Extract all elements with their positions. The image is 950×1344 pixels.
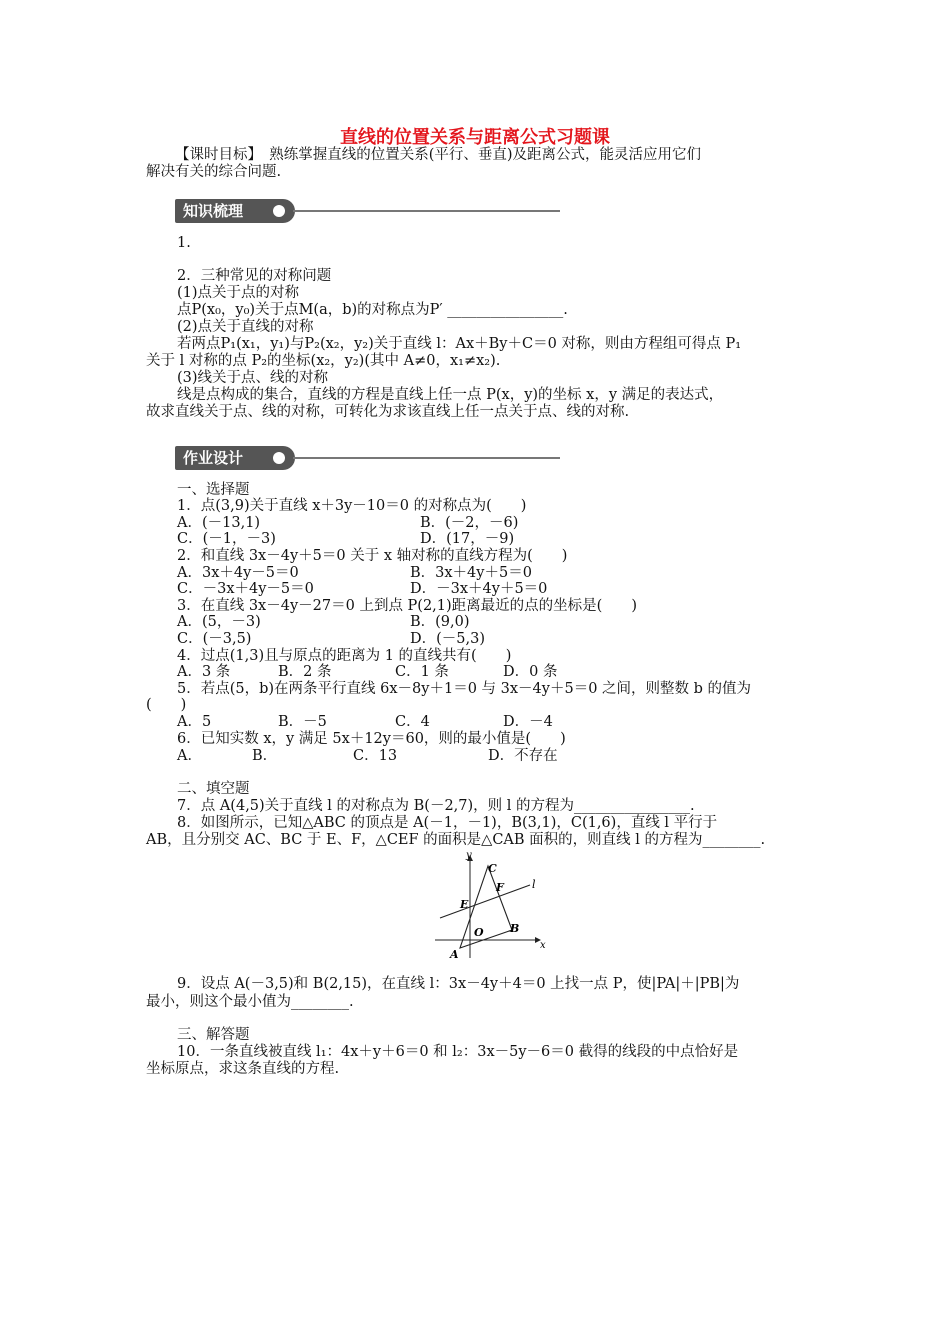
question: 1．点(3,9)关于直线 x＋3y－10＝0 的对称点为( ) bbox=[177, 498, 527, 514]
question: 6．已知实数 x，y 满足 5x＋12y＝60，则的最小值是( ) bbox=[177, 731, 566, 747]
question: 3．在直线 3x－4y－27＝0 上到点 P(2,1)距离最近的点的坐标是( ) bbox=[177, 598, 637, 614]
option: D．－3x＋4y＋5＝0 bbox=[410, 581, 548, 597]
section-heading: 二、填空题 bbox=[177, 781, 250, 797]
option: D．－4 bbox=[503, 714, 553, 730]
option: B．2 条 bbox=[278, 664, 332, 680]
banner-dot-icon bbox=[273, 452, 285, 464]
option: D．(17，－9) bbox=[420, 531, 515, 547]
option: A．3 条 bbox=[177, 664, 231, 680]
fig-label: y bbox=[466, 850, 472, 861]
option: B．(9,0) bbox=[410, 614, 470, 630]
text-line: 若两点P₁(x₁，y₁)与P₂(x₂，y₂)关于直线 l：Ax＋By＋C＝0 对称，则由方程组可得点 P₁ bbox=[177, 336, 742, 352]
question-cont: ( ) bbox=[146, 697, 187, 713]
option: A．3x＋4y－5＝0 bbox=[177, 565, 299, 581]
text-line: 线是点构成的集合，直线的方程是直线上任一点 P(x，y)的坐标 x，y 满足的表达式， bbox=[177, 387, 724, 403]
fig-label: x bbox=[540, 940, 546, 951]
goal-line-1: 【课时目标】 熟练掌握直线的位置关系(平行、垂直)及距离公式，能灵活应用它们 bbox=[175, 147, 702, 163]
question: 10．一条直线被直线 l₁：4x＋y＋6＝0 和 l₂：3x－5y－6＝0 截得的线段的中点恰好是 bbox=[177, 1044, 739, 1060]
banner-rule bbox=[293, 457, 560, 459]
fig-label: F bbox=[496, 881, 504, 894]
text-line: 故求直线关于点、线的对称，可转化为求该直线上任一点关于点、线的对称. bbox=[146, 404, 630, 420]
option: C．4 bbox=[395, 714, 430, 730]
option: B． bbox=[252, 748, 278, 764]
text-line: 2．三种常见的对称问题 bbox=[177, 268, 332, 284]
fig-label: E bbox=[460, 898, 469, 911]
option: D．不存在 bbox=[488, 748, 558, 764]
text-line: 点P(x₀，y₀)关于点M(a，b)的对称点为P′ ________________. bbox=[177, 302, 568, 318]
option: A．5 bbox=[177, 714, 212, 730]
question: 7．点 A(4,5)关于直线 l 的对称点为 B(－2,7)，则 l 的方程为________________. bbox=[177, 798, 695, 814]
option: D．(－5,3) bbox=[410, 631, 485, 647]
text-line: 关于 l 对称的点 P₂的坐标(x₂，y₂)(其中 A≠0，x₁≠x₂). bbox=[146, 353, 501, 369]
option: A．(－13,1) bbox=[177, 515, 261, 531]
section-banner-knowledge bbox=[175, 199, 560, 225]
fig-label: B bbox=[510, 922, 520, 935]
line-l bbox=[440, 885, 530, 918]
section-heading: 一、选择题 bbox=[177, 482, 250, 498]
option: B．(－2，－6) bbox=[420, 515, 519, 531]
fig-label: l bbox=[532, 878, 536, 891]
banner-dot-icon bbox=[273, 205, 285, 217]
banner-label: 知识梳理 bbox=[183, 202, 244, 220]
text-line: 1. bbox=[177, 235, 191, 251]
section-banner-homework bbox=[175, 446, 560, 472]
question: 2．和直线 3x－4y＋5＝0 关于 x 轴对称的直线方程为( ) bbox=[177, 548, 568, 564]
fig-label: O bbox=[474, 926, 484, 939]
question: 5．若点(5，b)在两条平行直线 6x－8y＋1＝0 与 3x－4y＋5＝0 之间，则整数 b 的值为 bbox=[177, 681, 752, 697]
option: D．0 条 bbox=[503, 664, 558, 680]
text-line: (2)点关于直线的对称 bbox=[177, 319, 314, 335]
text-line: (3)线关于点、线的对称 bbox=[177, 370, 329, 386]
option: C．13 bbox=[353, 748, 398, 764]
text-line: (1)点关于点的对称 bbox=[177, 285, 300, 301]
section-heading: 三、解答题 bbox=[177, 1027, 250, 1043]
option: A． bbox=[177, 748, 202, 764]
question: 4．过点(1,3)且与原点的距离为 1 的直线共有( ) bbox=[177, 648, 512, 664]
option: C．(－1，－3) bbox=[177, 531, 276, 547]
fig-label: C bbox=[488, 862, 497, 875]
question: 8．如图所示，已知△ABC 的顶点是 A(－1，－1)，B(3,1)，C(1,6)，直线 l 平行于 bbox=[177, 815, 718, 831]
option: B．－5 bbox=[278, 714, 327, 730]
option: C．1 条 bbox=[395, 664, 449, 680]
fig-label: A bbox=[450, 948, 459, 961]
banner-label: 作业设计 bbox=[183, 449, 244, 467]
question: 9．设点 A(－3,5)和 B(2,15)，在直线 l：3x－4y＋4＝0 上找一点 P，使|PA|＋|PB|为 bbox=[177, 976, 740, 992]
goal-line-2: 解决有关的综合问题. bbox=[146, 164, 282, 180]
question-cont: AB，且分别交 AC、BC 于 E、F，△CEF 的面积是△CAB 面积的，则直线 l 的方程为________. bbox=[146, 832, 766, 848]
banner-rule bbox=[293, 210, 560, 212]
page-title: 直线的位置关系与距离公式习题课 bbox=[340, 127, 610, 148]
question-cont: 最小，则这个最小值为________. bbox=[146, 994, 354, 1010]
option: A．(5，－3) bbox=[177, 614, 261, 630]
option: B．3x＋4y＋5＝0 bbox=[410, 565, 532, 581]
option: C．－3x＋4y－5＝0 bbox=[177, 581, 314, 597]
triangle-figure bbox=[430, 848, 560, 963]
question-cont: 坐标原点，求这条直线的方程. bbox=[146, 1061, 340, 1077]
option: C．(－3,5) bbox=[177, 631, 252, 647]
